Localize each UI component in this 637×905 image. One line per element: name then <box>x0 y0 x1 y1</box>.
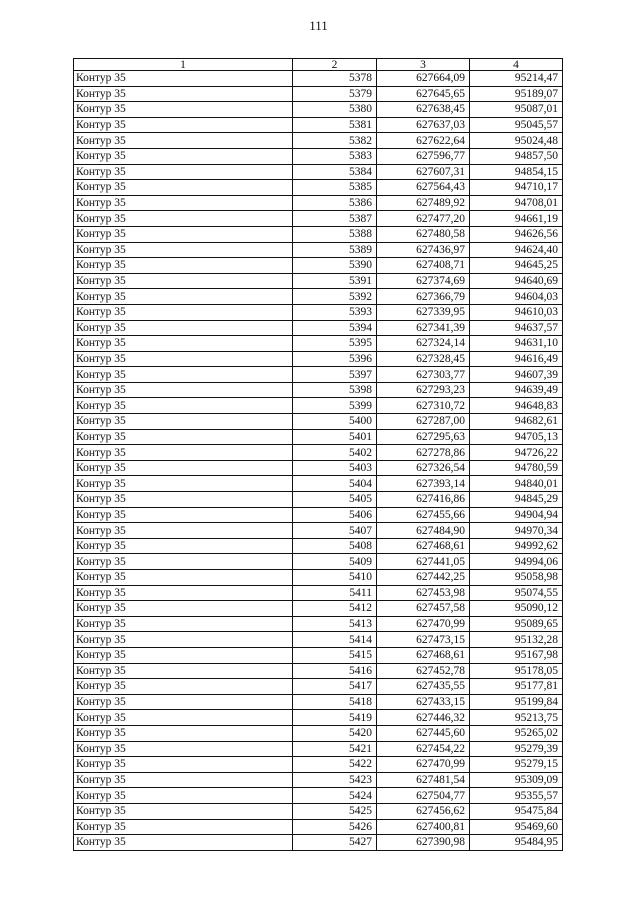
table-row <box>74 180 563 196</box>
y-coordinate-cell: 94857,50 <box>470 148 563 164</box>
y-coordinate-cell: 94645,25 <box>470 258 563 274</box>
x-coordinate-cell: 627564,43 <box>377 180 470 196</box>
contour-name-cell: Контур 35 <box>74 398 293 414</box>
coordinates-table <box>73 58 563 851</box>
point-number-cell: 5399 <box>293 398 377 414</box>
table-row <box>74 523 563 539</box>
point-number-cell: 5406 <box>293 507 377 523</box>
point-number-cell: 5395 <box>293 336 377 352</box>
point-number-cell: 5382 <box>293 133 377 149</box>
contour-name-cell: Контур 35 <box>74 148 293 164</box>
y-coordinate-cell: 94639,49 <box>470 382 563 398</box>
table-row <box>74 601 563 617</box>
table-row <box>74 71 563 87</box>
y-coordinate-cell: 95089,65 <box>470 616 563 632</box>
table-row <box>74 351 563 367</box>
x-coordinate-cell: 627293,23 <box>377 382 470 398</box>
y-coordinate-cell: 95355,57 <box>470 788 563 804</box>
x-coordinate-cell: 627324,14 <box>377 336 470 352</box>
contour-name-cell: Контур 35 <box>74 725 293 741</box>
point-number-cell: 5400 <box>293 414 377 430</box>
x-coordinate-cell: 627287,00 <box>377 414 470 430</box>
x-coordinate-cell: 627436,97 <box>377 242 470 258</box>
table-row <box>74 710 563 726</box>
contour-name-cell: Контур 35 <box>74 242 293 258</box>
x-coordinate-cell: 627477,20 <box>377 211 470 227</box>
table-body <box>74 71 563 851</box>
contour-name-cell: Контур 35 <box>74 679 293 695</box>
table-row <box>74 398 563 414</box>
contour-name-cell: Контур 35 <box>74 507 293 523</box>
y-coordinate-cell: 94780,59 <box>470 460 563 476</box>
x-coordinate-cell: 627645,65 <box>377 86 470 102</box>
y-coordinate-cell: 94708,01 <box>470 195 563 211</box>
contour-name-cell: Контур 35 <box>74 788 293 804</box>
table-row <box>74 258 563 274</box>
x-coordinate-cell: 627637,03 <box>377 117 470 133</box>
contour-name-cell: Контур 35 <box>74 523 293 539</box>
y-coordinate-cell: 94705,13 <box>470 429 563 445</box>
contour-name-cell: Контур 35 <box>74 538 293 554</box>
y-coordinate-cell: 95475,84 <box>470 803 563 819</box>
point-number-cell: 5402 <box>293 445 377 461</box>
x-coordinate-cell: 627433,15 <box>377 694 470 710</box>
y-coordinate-cell: 95213,75 <box>470 710 563 726</box>
contour-name-cell: Контур 35 <box>74 460 293 476</box>
column-header-4: 4 <box>470 59 563 71</box>
x-coordinate-cell: 627295,63 <box>377 429 470 445</box>
point-number-cell: 5427 <box>293 835 377 851</box>
header-row <box>74 59 563 71</box>
point-number-cell: 5405 <box>293 492 377 508</box>
contour-name-cell: Контур 35 <box>74 819 293 835</box>
point-number-cell: 5417 <box>293 679 377 695</box>
contour-name-cell: Контур 35 <box>74 117 293 133</box>
y-coordinate-cell: 95214,47 <box>470 71 563 87</box>
y-coordinate-cell: 94970,34 <box>470 523 563 539</box>
x-coordinate-cell: 627607,31 <box>377 164 470 180</box>
y-coordinate-cell: 95045,57 <box>470 117 563 133</box>
contour-name-cell: Контур 35 <box>74 445 293 461</box>
table-row <box>74 492 563 508</box>
y-coordinate-cell: 94992,62 <box>470 538 563 554</box>
contour-name-cell: Контур 35 <box>74 710 293 726</box>
point-number-cell: 5426 <box>293 819 377 835</box>
page-number: 111 <box>309 18 328 33</box>
point-number-cell: 5407 <box>293 523 377 539</box>
x-coordinate-cell: 627442,25 <box>377 570 470 586</box>
point-number-cell: 5385 <box>293 180 377 196</box>
table-row <box>74 445 563 461</box>
table-row <box>74 289 563 305</box>
x-coordinate-cell: 627481,54 <box>377 772 470 788</box>
table-row <box>74 226 563 242</box>
column-header-2: 2 <box>293 59 377 71</box>
point-number-cell: 5410 <box>293 570 377 586</box>
x-coordinate-cell: 627445,60 <box>377 725 470 741</box>
point-number-cell: 5390 <box>293 258 377 274</box>
point-number-cell: 5392 <box>293 289 377 305</box>
point-number-cell: 5408 <box>293 538 377 554</box>
y-coordinate-cell: 95484,95 <box>470 835 563 851</box>
contour-name-cell: Контур 35 <box>74 741 293 757</box>
table-row <box>74 679 563 695</box>
y-coordinate-cell: 94994,06 <box>470 554 563 570</box>
x-coordinate-cell: 627328,45 <box>377 351 470 367</box>
point-number-cell: 5379 <box>293 86 377 102</box>
point-number-cell: 5422 <box>293 757 377 773</box>
point-number-cell: 5401 <box>293 429 377 445</box>
point-number-cell: 5418 <box>293 694 377 710</box>
y-coordinate-cell: 94610,03 <box>470 304 563 320</box>
y-coordinate-cell: 94661,19 <box>470 211 563 227</box>
point-number-cell: 5383 <box>293 148 377 164</box>
y-coordinate-cell: 95469,60 <box>470 819 563 835</box>
y-coordinate-cell: 95087,01 <box>470 102 563 118</box>
y-coordinate-cell: 95265,02 <box>470 725 563 741</box>
table-row <box>74 538 563 554</box>
x-coordinate-cell: 627457,58 <box>377 601 470 617</box>
contour-name-cell: Контур 35 <box>74 616 293 632</box>
table-row <box>74 757 563 773</box>
x-coordinate-cell: 627453,98 <box>377 585 470 601</box>
table-row <box>74 663 563 679</box>
x-coordinate-cell: 627435,55 <box>377 679 470 695</box>
point-number-cell: 5420 <box>293 725 377 741</box>
point-number-cell: 5393 <box>293 304 377 320</box>
point-number-cell: 5424 <box>293 788 377 804</box>
table-row <box>74 772 563 788</box>
contour-name-cell: Контур 35 <box>74 164 293 180</box>
x-coordinate-cell: 627390,98 <box>377 835 470 851</box>
y-coordinate-cell: 95074,55 <box>470 585 563 601</box>
contour-name-cell: Контур 35 <box>74 585 293 601</box>
contour-name-cell: Контур 35 <box>74 320 293 336</box>
x-coordinate-cell: 627278,86 <box>377 445 470 461</box>
x-coordinate-cell: 627452,78 <box>377 663 470 679</box>
x-coordinate-cell: 627664,09 <box>377 71 470 87</box>
x-coordinate-cell: 627341,39 <box>377 320 470 336</box>
x-coordinate-cell: 627468,61 <box>377 647 470 663</box>
table-row <box>74 164 563 180</box>
table-row <box>74 476 563 492</box>
x-coordinate-cell: 627638,45 <box>377 102 470 118</box>
contour-name-cell: Контур 35 <box>74 351 293 367</box>
table-row <box>74 632 563 648</box>
y-coordinate-cell: 95132,28 <box>470 632 563 648</box>
point-number-cell: 5419 <box>293 710 377 726</box>
x-coordinate-cell: 627468,61 <box>377 538 470 554</box>
y-coordinate-cell: 95090,12 <box>470 601 563 617</box>
table-row <box>74 86 563 102</box>
contour-name-cell: Контур 35 <box>74 570 293 586</box>
table-row <box>74 429 563 445</box>
x-coordinate-cell: 627408,71 <box>377 258 470 274</box>
contour-name-cell: Контур 35 <box>74 258 293 274</box>
point-number-cell: 5413 <box>293 616 377 632</box>
table-row <box>74 320 563 336</box>
y-coordinate-cell: 95177,81 <box>470 679 563 695</box>
point-number-cell: 5394 <box>293 320 377 336</box>
table-row <box>74 788 563 804</box>
contour-name-cell: Контур 35 <box>74 632 293 648</box>
y-coordinate-cell: 94682,61 <box>470 414 563 430</box>
point-number-cell: 5391 <box>293 273 377 289</box>
contour-name-cell: Контур 35 <box>74 289 293 305</box>
contour-name-cell: Контур 35 <box>74 273 293 289</box>
table-row <box>74 336 563 352</box>
point-number-cell: 5380 <box>293 102 377 118</box>
table-row <box>74 195 563 211</box>
y-coordinate-cell: 94604,03 <box>470 289 563 305</box>
contour-name-cell: Контур 35 <box>74 694 293 710</box>
contour-name-cell: Контур 35 <box>74 772 293 788</box>
table-header <box>74 59 563 71</box>
y-coordinate-cell: 94624,40 <box>470 242 563 258</box>
y-coordinate-cell: 94854,15 <box>470 164 563 180</box>
y-coordinate-cell: 95167,98 <box>470 647 563 663</box>
contour-name-cell: Контур 35 <box>74 835 293 851</box>
table-row <box>74 304 563 320</box>
y-coordinate-cell: 94726,22 <box>470 445 563 461</box>
x-coordinate-cell: 627339,95 <box>377 304 470 320</box>
y-coordinate-cell: 95189,07 <box>470 86 563 102</box>
table-row <box>74 148 563 164</box>
x-coordinate-cell: 627484,90 <box>377 523 470 539</box>
table-row <box>74 585 563 601</box>
contour-name-cell: Контур 35 <box>74 195 293 211</box>
x-coordinate-cell: 627455,66 <box>377 507 470 523</box>
contour-name-cell: Контур 35 <box>74 601 293 617</box>
point-number-cell: 5378 <box>293 71 377 87</box>
contour-name-cell: Контур 35 <box>74 133 293 149</box>
x-coordinate-cell: 627416,86 <box>377 492 470 508</box>
y-coordinate-cell: 94710,17 <box>470 180 563 196</box>
x-coordinate-cell: 627303,77 <box>377 367 470 383</box>
x-coordinate-cell: 627596,77 <box>377 148 470 164</box>
x-coordinate-cell: 627310,72 <box>377 398 470 414</box>
y-coordinate-cell: 95309,09 <box>470 772 563 788</box>
contour-name-cell: Контур 35 <box>74 304 293 320</box>
table-row <box>74 382 563 398</box>
table-row <box>74 367 563 383</box>
point-number-cell: 5404 <box>293 476 377 492</box>
contour-name-cell: Контур 35 <box>74 211 293 227</box>
y-coordinate-cell: 94648,83 <box>470 398 563 414</box>
y-coordinate-cell: 95024,48 <box>470 133 563 149</box>
point-number-cell: 5416 <box>293 663 377 679</box>
contour-name-cell: Контур 35 <box>74 663 293 679</box>
point-number-cell: 5388 <box>293 226 377 242</box>
y-coordinate-cell: 95199,84 <box>470 694 563 710</box>
table-row <box>74 242 563 258</box>
table-row <box>74 460 563 476</box>
contour-name-cell: Контур 35 <box>74 554 293 570</box>
x-coordinate-cell: 627470,99 <box>377 616 470 632</box>
contour-name-cell: Контур 35 <box>74 757 293 773</box>
y-coordinate-cell: 94616,49 <box>470 351 563 367</box>
x-coordinate-cell: 627480,58 <box>377 226 470 242</box>
contour-name-cell: Контур 35 <box>74 492 293 508</box>
x-coordinate-cell: 627326,54 <box>377 460 470 476</box>
contour-name-cell: Контур 35 <box>74 647 293 663</box>
x-coordinate-cell: 627393,14 <box>377 476 470 492</box>
contour-name-cell: Контур 35 <box>74 382 293 398</box>
table-row <box>74 273 563 289</box>
x-coordinate-cell: 627473,15 <box>377 632 470 648</box>
table-row <box>74 211 563 227</box>
table-row <box>74 819 563 835</box>
y-coordinate-cell: 94631,10 <box>470 336 563 352</box>
point-number-cell: 5381 <box>293 117 377 133</box>
table-row <box>74 725 563 741</box>
x-coordinate-cell: 627400,81 <box>377 819 470 835</box>
point-number-cell: 5409 <box>293 554 377 570</box>
point-number-cell: 5389 <box>293 242 377 258</box>
y-coordinate-cell: 94640,69 <box>470 273 563 289</box>
table-row <box>74 803 563 819</box>
y-coordinate-cell: 94626,56 <box>470 226 563 242</box>
contour-name-cell: Контур 35 <box>74 336 293 352</box>
contour-name-cell: Контур 35 <box>74 803 293 819</box>
contour-name-cell: Контур 35 <box>74 86 293 102</box>
table-row <box>74 507 563 523</box>
point-number-cell: 5411 <box>293 585 377 601</box>
point-number-cell: 5387 <box>293 211 377 227</box>
column-header-1: 1 <box>74 59 293 71</box>
table-row <box>74 133 563 149</box>
point-number-cell: 5397 <box>293 367 377 383</box>
x-coordinate-cell: 627456,62 <box>377 803 470 819</box>
x-coordinate-cell: 627454,22 <box>377 741 470 757</box>
x-coordinate-cell: 627470,99 <box>377 757 470 773</box>
x-coordinate-cell: 627622,64 <box>377 133 470 149</box>
table-row <box>74 102 563 118</box>
contour-name-cell: Контур 35 <box>74 180 293 196</box>
contour-name-cell: Контур 35 <box>74 226 293 242</box>
table-row <box>74 117 563 133</box>
x-coordinate-cell: 627446,32 <box>377 710 470 726</box>
contour-name-cell: Контур 35 <box>74 414 293 430</box>
point-number-cell: 5423 <box>293 772 377 788</box>
table-row <box>74 570 563 586</box>
table-row <box>74 694 563 710</box>
y-coordinate-cell: 94904,94 <box>470 507 563 523</box>
y-coordinate-cell: 95279,15 <box>470 757 563 773</box>
table-row <box>74 647 563 663</box>
point-number-cell: 5396 <box>293 351 377 367</box>
point-number-cell: 5398 <box>293 382 377 398</box>
x-coordinate-cell: 627489,92 <box>377 195 470 211</box>
point-number-cell: 5415 <box>293 647 377 663</box>
x-coordinate-cell: 627374,69 <box>377 273 470 289</box>
table-row <box>74 414 563 430</box>
x-coordinate-cell: 627366,79 <box>377 289 470 305</box>
point-number-cell: 5386 <box>293 195 377 211</box>
y-coordinate-cell: 94845,29 <box>470 492 563 508</box>
contour-name-cell: Контур 35 <box>74 476 293 492</box>
column-header-3: 3 <box>377 59 470 71</box>
table-row <box>74 554 563 570</box>
y-coordinate-cell: 95058,98 <box>470 570 563 586</box>
point-number-cell: 5421 <box>293 741 377 757</box>
y-coordinate-cell: 95279,39 <box>470 741 563 757</box>
y-coordinate-cell: 94637,57 <box>470 320 563 336</box>
y-coordinate-cell: 94840,01 <box>470 476 563 492</box>
contour-name-cell: Контур 35 <box>74 102 293 118</box>
table-row <box>74 741 563 757</box>
x-coordinate-cell: 627441,05 <box>377 554 470 570</box>
point-number-cell: 5414 <box>293 632 377 648</box>
table-row <box>74 835 563 851</box>
contour-name-cell: Контур 35 <box>74 429 293 445</box>
point-number-cell: 5412 <box>293 601 377 617</box>
y-coordinate-cell: 94607,39 <box>470 367 563 383</box>
contour-name-cell: Контур 35 <box>74 71 293 87</box>
contour-name-cell: Контур 35 <box>74 367 293 383</box>
point-number-cell: 5403 <box>293 460 377 476</box>
point-number-cell: 5384 <box>293 164 377 180</box>
x-coordinate-cell: 627504,77 <box>377 788 470 804</box>
y-coordinate-cell: 95178,05 <box>470 663 563 679</box>
table-row <box>74 616 563 632</box>
point-number-cell: 5425 <box>293 803 377 819</box>
